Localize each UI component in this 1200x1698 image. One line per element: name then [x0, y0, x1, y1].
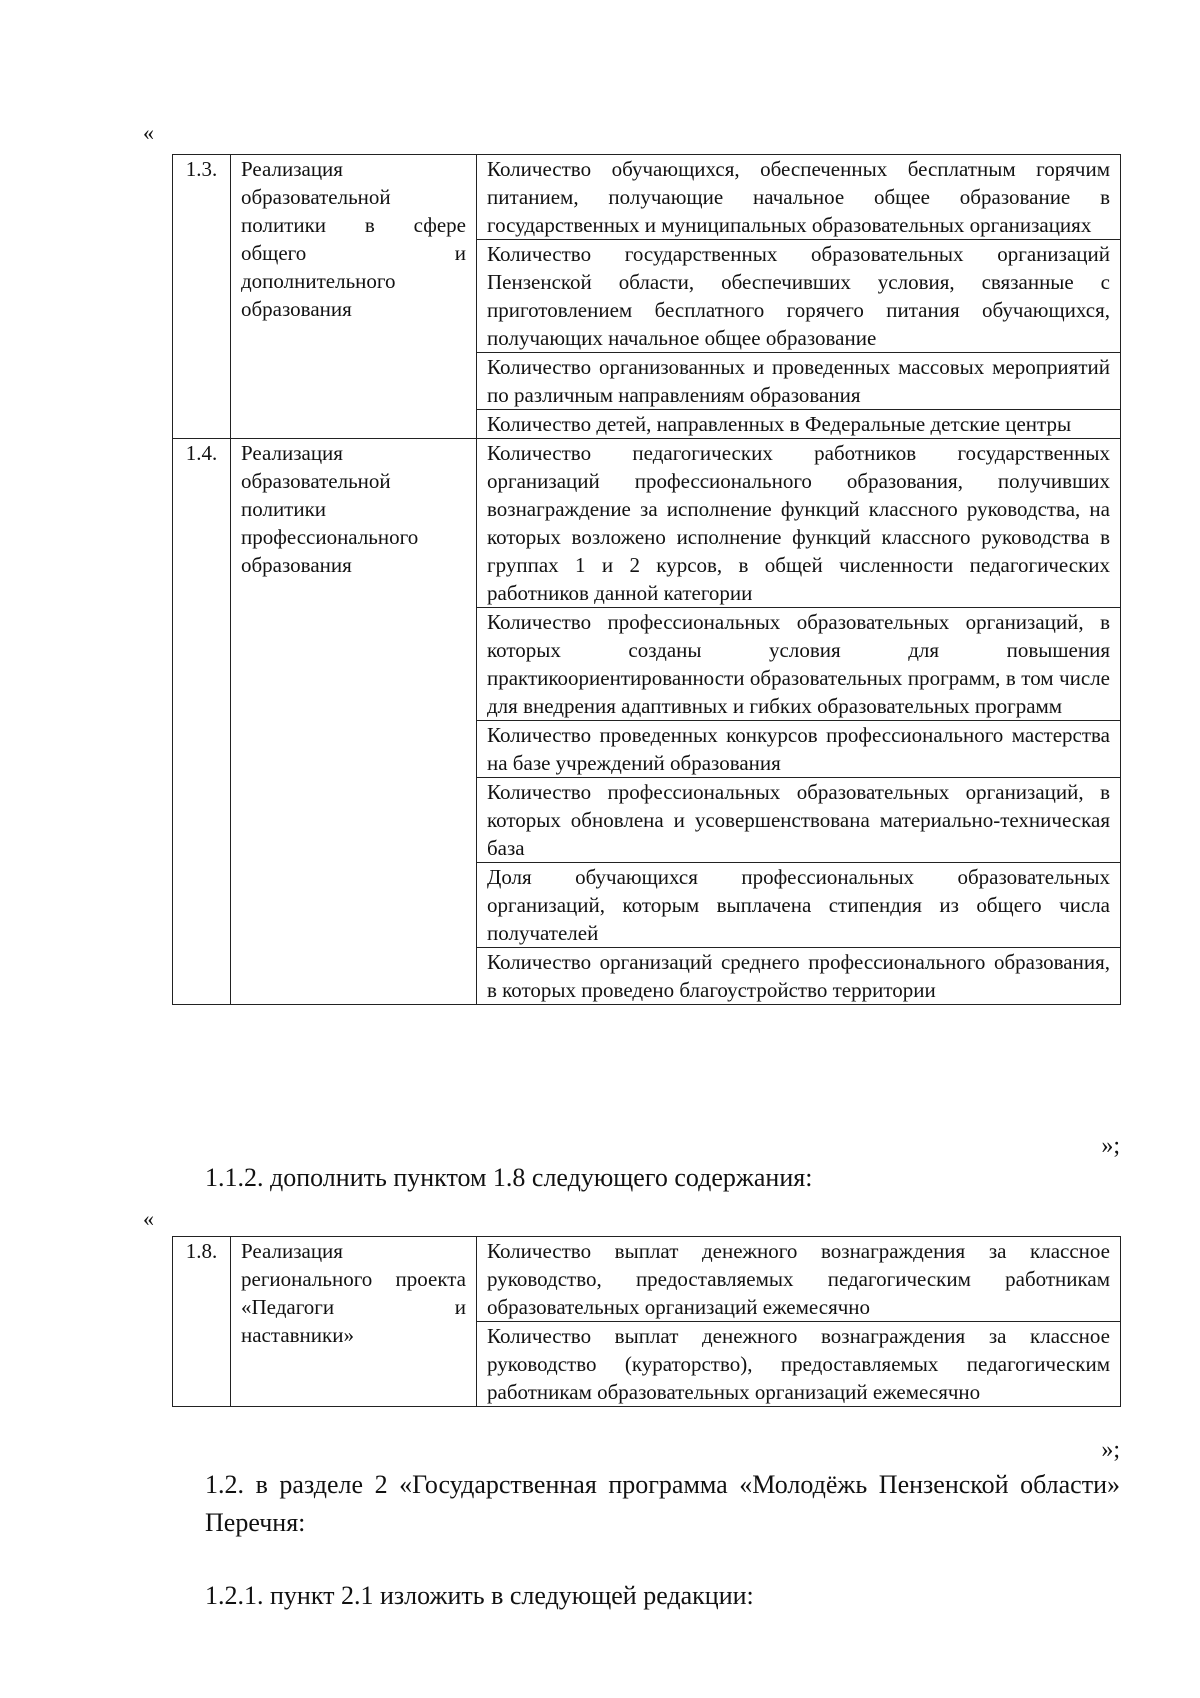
table-row: [173, 439, 1121, 608]
indicator-cell: Количество выплат денежного вознаграждения за классное руководство (кураторство), предоставляемых педагогическим работникам образовательных организаций ежемесячно: [477, 1322, 1121, 1407]
indicator-cell: Количество профессиональных образовательных организаций, в которых обновлена и усовершенствована материально-техническая база: [477, 778, 1121, 863]
indicator-cell: Доля обучающихся профессиональных образовательных организаций, которым выплачена стипендия из общего числа получателей: [477, 863, 1121, 948]
item-name: Реализация образовательной политики профессионального образования: [231, 439, 477, 1005]
indicator-cell: Количество государственных образовательных организаций Пензенской области, обеспечивших условия, связанные с приготовлением бесплатного горячего питания обучающихся, получающих начальное общее образование: [477, 240, 1121, 353]
indicator-cell: Количество выплат денежного вознаграждения за классное руководство, предоставляемых педагогическим работникам образовательных организаций ежемесячно: [477, 1237, 1121, 1322]
table-row: [173, 1237, 1121, 1322]
open-quote-2: «: [143, 1206, 154, 1231]
item-number: 1.3.: [173, 155, 231, 439]
indicator-cell: Количество профессиональных образовательных организаций, в которых созданы условия для повышения практикоориентированности образовательных программ, в том числе для внедрения адаптивных и гибких образовательных программ: [477, 608, 1121, 721]
close-quote-2: »;: [1101, 1437, 1120, 1463]
item-number: 1.8.: [173, 1237, 231, 1407]
item-name: Реализация образовательной политики в сфере общего и дополнительного образования: [231, 155, 477, 439]
paragraph-3: 1.2.1. пункт 2.1 изложить в следующей редакции:: [205, 1581, 754, 1610]
indicator-cell: Количество обучающихся, обеспеченных бесплатным горячим питанием, получающие начальное общее образование в государственных и муниципальных образовательных организациях: [477, 155, 1121, 240]
paragraph-1: 1.1.2. дополнить пунктом 1.8 следующего содержания:: [205, 1163, 813, 1192]
item-number: 1.4.: [173, 439, 231, 1005]
indicator-cell: Количество проведенных конкурсов профессионального мастерства на базе учреждений образования: [477, 721, 1121, 778]
indicator-cell: Количество детей, направленных в Федеральные детские центры: [477, 410, 1121, 439]
indicator-cell: Количество организаций среднего профессионального образования, в которых проведено благоустройство территории: [477, 948, 1121, 1005]
paragraph-2: 1.2. в разделе 2 «Государственная программа «Молодёжь Пензенской области» Перечня:: [205, 1470, 1120, 1537]
indicators-table-2: [172, 1236, 1121, 1407]
item-name: Реализация регионального проекта «Педагоги и наставники»: [231, 1237, 477, 1407]
indicator-cell: Количество педагогических работников государственных организаций профессионального образования, получивших вознаграждение за исполнение функций классного руководства, на которых возложено исполнение функций классного руководства в группах 1 и 2 курсов, в общей численности педагогических работников данной категории: [477, 439, 1121, 608]
indicator-cell: Количество организованных и проведенных массовых мероприятий по различным направлениям образования: [477, 353, 1121, 410]
close-quote-1: »;: [1101, 1133, 1120, 1159]
table-row: [173, 155, 1121, 240]
indicators-table-1: [172, 154, 1121, 1005]
open-quote-1: «: [143, 120, 154, 145]
